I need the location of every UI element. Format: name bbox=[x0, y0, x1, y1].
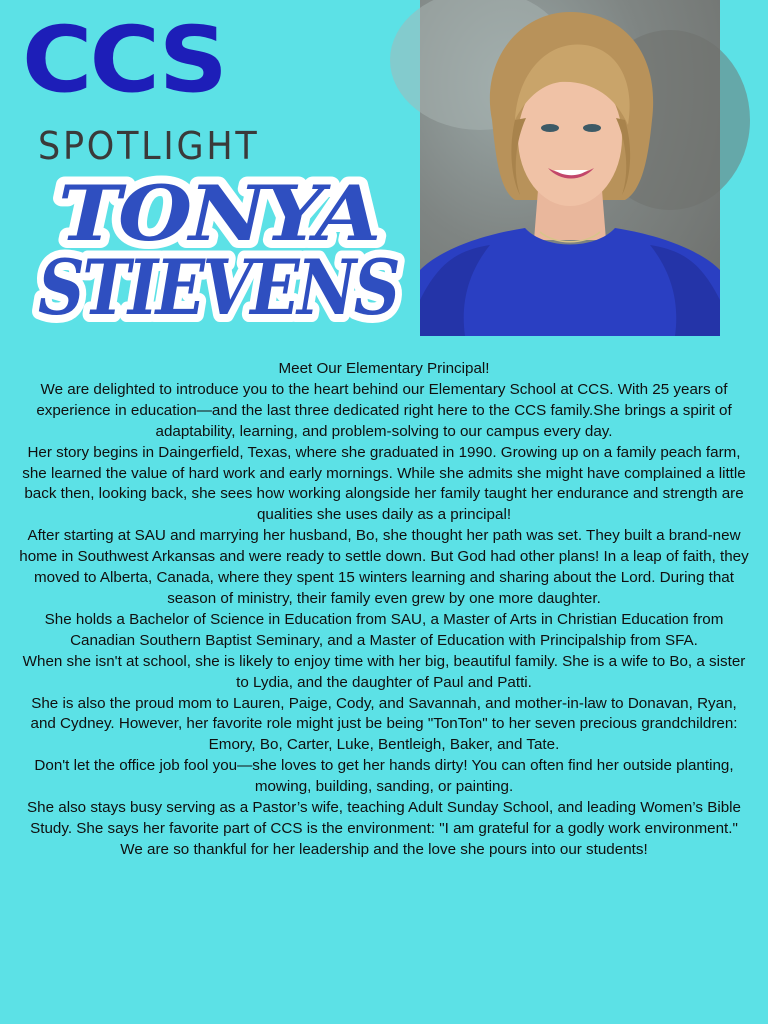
name-line-first: TONYA bbox=[58, 169, 379, 258]
portrait-photo bbox=[420, 0, 720, 336]
bio-paragraph: She is also the proud mom to Lauren, Paige, Cody, and Savannah, and mother-in-law to Donavan, Ryan, and Cydney. However, her favorite role might just be being "TonTon" to her seven precious grandchildren: Emory, Bo, Carter, Luke, Bentleigh, Baker, and Tate. bbox=[30, 694, 738, 754]
brand-title: CCS bbox=[22, 6, 225, 113]
featured-name bbox=[26, 168, 410, 332]
bio-paragraph: After starting at SAU and marrying her husband, Bo, she thought her path was set. They built a brand-new home in Southwest Arkansas and were ready to settle down. But God had other plans! In a leap of faith, they moved to Alberta, Canada, where they spent 15 winters learning and sharing about the Lord. During that season of ministry, their family even grew by one more daughter. bbox=[19, 527, 749, 607]
bio-paragraph: We are delighted to introduce you to the heart behind our Elementary School at CCS. With 25 years of experience in education—and the last three dedicated right here to the CCS family.She brings a spirit of adaptability, learning, and problem-solving to our campus every day. bbox=[36, 380, 732, 440]
bio-paragraph: Meet Our Elementary Principal! bbox=[278, 360, 490, 377]
bio-paragraph: We are so thankful for her leadership and the love she pours into our students! bbox=[120, 840, 648, 858]
bio-paragraph: When she isn't at school, she is likely to enjoy time with her big, beautiful family. She is a wife to Bo, a sister to Lydia, and the daughter of Paul and Patti. bbox=[22, 652, 746, 691]
name-line-last: STIEVENS bbox=[38, 243, 399, 332]
bio-text bbox=[18, 359, 750, 861]
bio-paragraph: She holds a Bachelor of Science in Education from SAU, a Master of Arts in Christian Education from Canadian Southern Baptist Seminary, and a Master of Education with Principalship from SFA. bbox=[44, 610, 724, 649]
bio-paragraph: Don't let the office job fool you—she loves to get her hands dirty! You can often find her outside planting, mowing, building, sanding, or painting. bbox=[34, 757, 734, 796]
bio-paragraph: She also stays busy serving as a Pastor’s wife, teaching Adult Sunday School, and leading Women’s Bible Study. She says her favorite part of CCS is the environment: "I am grateful for a godly work environment." bbox=[27, 799, 741, 837]
spotlight-subtitle: SPOTLIGHT bbox=[38, 124, 260, 168]
bio-paragraph: Her story begins in Daingerfield, Texas, where she graduated in 1990. Growing up on a family peach farm, she learned the value of hard work and early mornings. While she admits she might have complained a little back then, looking back, she sees how working alongside her family taught her endurance and strength are qualities she uses daily as a principal! bbox=[22, 443, 746, 524]
